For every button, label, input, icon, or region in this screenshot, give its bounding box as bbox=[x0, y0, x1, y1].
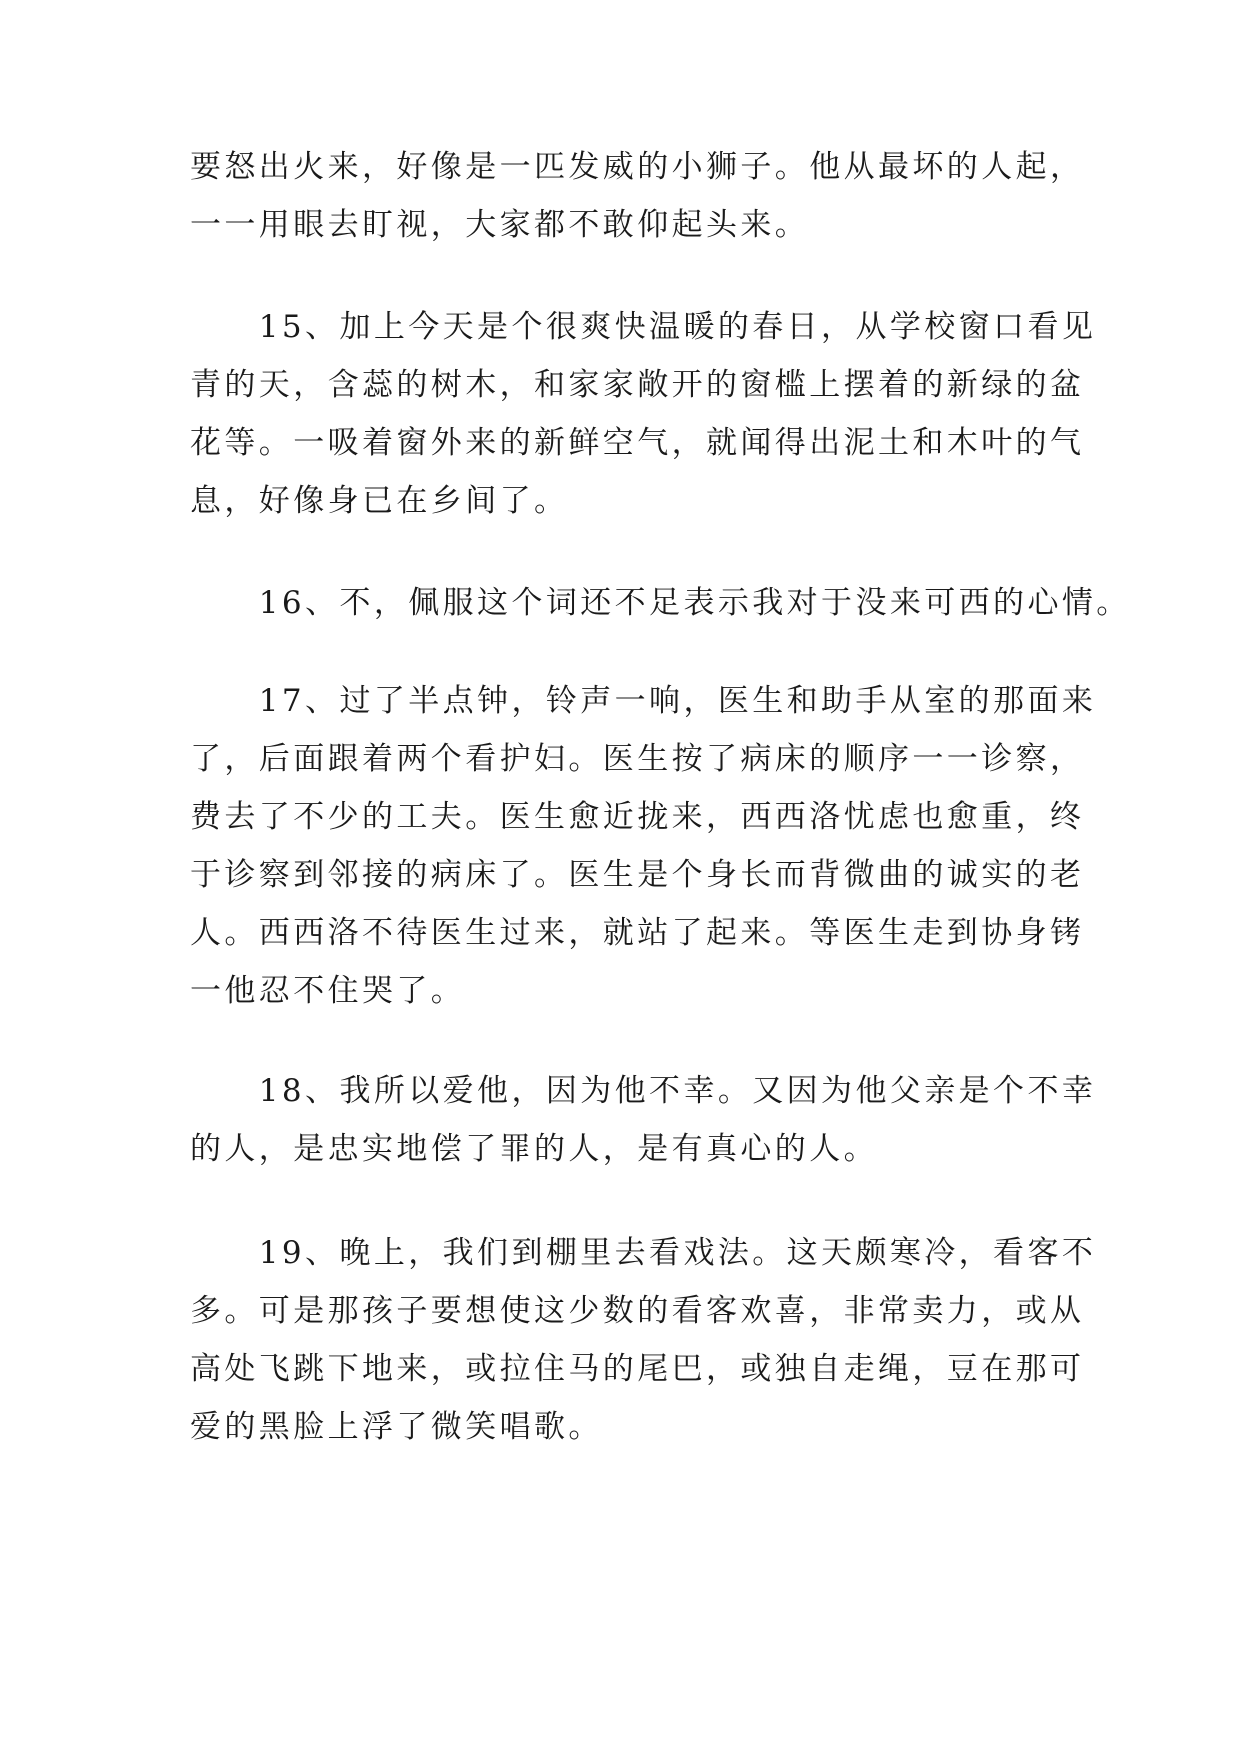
text-line: 息，好像身已在乡间了。 bbox=[190, 483, 569, 519]
text-line: 一他忍不住哭了。 bbox=[190, 973, 466, 1009]
text-line: 要怒出火来，好像是一匹发威的小狮子。他从最坏的人起， bbox=[190, 149, 1085, 185]
text-line: 一一用眼去盯视，大家都不敢仰起头来。 bbox=[190, 207, 810, 243]
paragraph-19 bbox=[190, 1224, 1097, 1456]
paragraph-17 bbox=[190, 672, 1097, 1020]
text-line: 了，后面跟着两个看护妇。医生按了病床的顺序一一诊察， bbox=[190, 741, 1085, 777]
paragraph-14-continued bbox=[190, 138, 1085, 254]
paragraph-15 bbox=[190, 298, 1097, 530]
text-line: 19、晚上，我们到棚里去看戏法。这天颇寒冷，看客不 bbox=[190, 1235, 1097, 1271]
text-line: 17、过了半点钟，铃声一响，医生和助手从室的那面来 bbox=[190, 683, 1097, 719]
text-line: 人。西西洛不待医生过来，就站了起来。等医生走到协身铐 bbox=[190, 915, 1085, 951]
text-line: 15、加上今天是个很爽快温暖的春日，从学校窗口看见 bbox=[190, 309, 1097, 345]
text-line: 爱的黑脸上浮了微笑唱歌。 bbox=[190, 1409, 603, 1445]
paragraph-18 bbox=[190, 1062, 1097, 1178]
text-line: 于诊察到邻接的病床了。医生是个身长而背微曲的诚实的老 bbox=[190, 857, 1085, 893]
text-line: 高处飞跳下地来，或拉住马的尾巴，或独自走绳，豆在那可 bbox=[190, 1351, 1085, 1387]
text-line: 多。可是那孩子要想使这少数的看客欢喜，非常卖力，或从 bbox=[190, 1293, 1085, 1329]
text-line: 花等。一吸着窗外来的新鲜空气，就闻得出泥土和木叶的气 bbox=[190, 425, 1085, 461]
text-line: 18、我所以爱他，因为他不幸。又因为他父亲是个不幸 bbox=[190, 1073, 1097, 1109]
text-line: 费去了不少的工夫。医生愈近拢来，西西洛忧虑也愈重，终 bbox=[190, 799, 1085, 835]
paragraph-16 bbox=[190, 574, 1131, 632]
text-line: 青的天，含蕊的树木，和家家敞开的窗槛上摆着的新绿的盆 bbox=[190, 367, 1085, 403]
text-line: 的人，是忠实地偿了罪的人，是有真心的人。 bbox=[190, 1131, 878, 1167]
text-line: 16、不，佩服这个词还不足表示我对于没来可西的心情。 bbox=[190, 585, 1131, 621]
